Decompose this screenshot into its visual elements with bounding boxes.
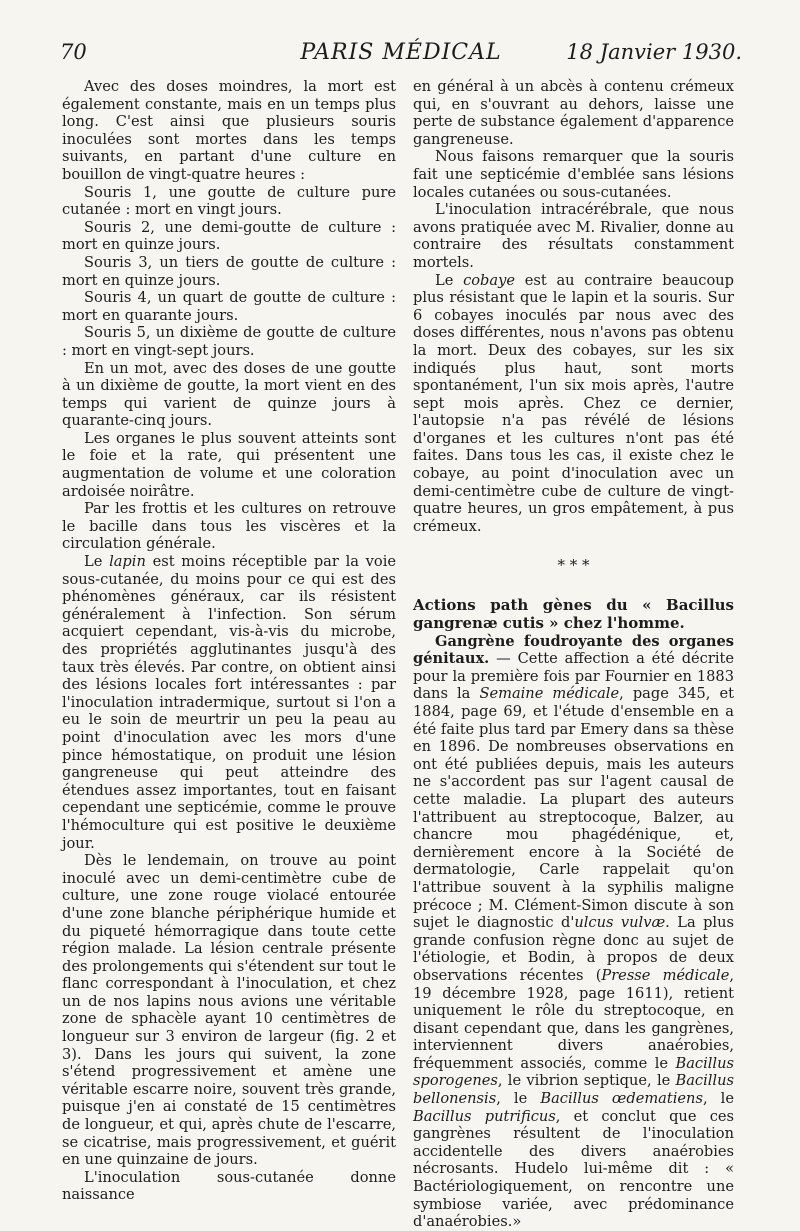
italic-term: Bacillus sporogenes	[413, 1054, 734, 1090]
text-run: , 19 décembre 1928, page 1611), retient uniquement le rôle du streptocoque, en disant cependant que, dans les gangrènes, interviennent divers anaérobies, fréquemment associés, comme le	[413, 966, 734, 1072]
text-run: , et conclut que ces gangrènes résultent de l'inoculation accidentelle des divers anaérobies nécrosants. Hudelo lui-même dit : « Bactériologiquement, on rencontre une symbiose variée, avec prédominance d'anaérobies.»	[413, 1107, 734, 1231]
section-title: Actions path gènes du « Bacillus gangrenæ cutis » chez l'homme.	[413, 596, 734, 633]
paragraph: Souris 4, un quart de goutte de culture : mort en quarante jours.	[62, 289, 396, 324]
paragraph: Les organes le plus souvent atteints sont le foie et la rate, qui présentent une augmentation de volume et une coloration ardoisée noirâtre.	[62, 429, 396, 500]
page-number: 70	[60, 40, 87, 64]
paragraph: en général à un abcès à contenu crémeux qui, en s'ouvrant au dehors, laisse une perte de substance également d'apparence gangreneuse.	[413, 78, 734, 148]
text-run: , page 345, et 1884, page 69, et l'étude d'ensemble en a été faite plus tard par Emery dans sa thèse en 1896. De nombreuses observations en ont été publiées depuis, mais les auteurs ne s'accordent pas sur l'agent causal de cette maladie. La plupart des auteurs l'attribuent au streptocoque, Balzer, au chancre mou phagédénique, et, dernièrement encore à la Société de dermatologie, Carle rappelait qu'on l'attribue souvent à la syphilis maligne précoce ; M. Clément-Simon discute à son sujet le diagnostic d'	[413, 685, 734, 932]
paragraph: Souris 2, une demi-goutte de culture : mort en quinze jours.	[62, 218, 396, 254]
paragraph: Souris 3, un tiers de goutte de culture : mort en quinze jours.	[62, 253, 396, 289]
paragraph: L'inoculation sous-cutanée donne naissance	[62, 1168, 396, 1204]
italic-term: lapin	[109, 553, 146, 571]
paragraph: Avec des doses moindres, la mort est également constante, mais en un temps plus long. C'est ainsi que plusieurs souris inoculées sont mortes dans les temps suivants, en partant d'une culture en bouillon de vingt-quatre heures :	[62, 78, 396, 183]
section-separator-stars: * * *	[557, 556, 590, 575]
italic-term: ulcus vulvæ	[574, 914, 666, 932]
paragraph: Souris 1, une goutte de culture pure cutanée : mort en vingt jours.	[62, 183, 396, 219]
text-run: Le	[435, 271, 464, 289]
right-column	[413, 78, 734, 1231]
journal-title: PARIS MÉDICAL	[300, 40, 502, 65]
italic-term: Bacillus œdematiens	[540, 1090, 703, 1108]
text-run: Le	[84, 553, 110, 571]
paragraph: En un mot, avec des doses de une goutte à un dixième de goutte, la mort vient en des temps qui varient de quinze jours à quarante-cinq jours.	[62, 359, 396, 430]
paragraph: Dès le lendemain, on trouve au point inoculé avec un demi-centimètre cube de culture, une zone rouge violacé entourée d'une zone blanche périphérique humide et du piqueté hémorragique dans toute cette région malade. La lésion centrale présente des prolongements qui s'étendent sur tout le flanc correspondant à l'inoculation, et chez un de nos lapins nous avions une véritable zone de sphacèle ayant 10 centimètres de longueur sur 3 environ de largeur (fig. 2 et 3). Dans les jours qui suivent, la zone s'étend progressivement et amène une véritable escarre noire, souvent très grande, puisque j'en ai constaté de 15 centimètres de longueur, et qui, après chute de l'escarre, se cicatrise, mais progressivement, et guérit en une quinzaine de jours.	[62, 852, 396, 1169]
text-run: — Cette affection a été décrite pour la première fois par Fournier en 1883 dans la	[413, 650, 734, 703]
italic-term: Bacillus putrificus	[413, 1107, 556, 1125]
subsection-title: Gangrène foudroyante des organes génitaux.	[413, 632, 734, 668]
paragraph: Par les frottis et les cultures on retrouve le bacille dans tous les viscères et la circulation générale.	[62, 500, 396, 553]
paragraph: Souris 5, un dixième de goutte de culture : mort en vingt-sept jours.	[62, 324, 396, 359]
text-run: , le	[496, 1090, 541, 1108]
paragraph	[62, 553, 396, 852]
text-run: , le	[702, 1090, 734, 1108]
page-header	[60, 40, 742, 70]
issue-date: 18 Janvier 1930.	[566, 40, 742, 64]
text-run: . La plus grande confusion règne donc au sujet de l'étiologie, et Bodin, à propos de deux observations récentes (	[413, 914, 734, 984]
paragraph: L'inoculation intracérébrale, que nous avons pratiquée avec M. Rivalier, donne au contraire des résultats constamment mortels.	[413, 201, 734, 271]
text-run: , le vibrion septique, le	[497, 1072, 676, 1090]
paragraph: Nous faisons remarquer que la souris fait une septicémie d'emblée sans lésions locales cutanées ou sous-cutanées.	[413, 148, 734, 201]
text-run: est au contraire beaucoup plus résistant que le lapin et la souris. Sur 6 cobayes inoculés par nous avec des doses différentes, nous n'avons pas obtenu la mort. Deux des cobayes, sur les six indiqués plus haut, sont morts spontanément, l'un six mois après, l'autre sept mois après. Chez ce dernier, l'autopsie n'a pas révélé de lésions d'organes et les cultures n'ont pas été faites. Dans tous les cas, il existe chez le cobaye, au point d'inoculation avec un demi-centimètre cube de culture de vingt-quatre heures, un gros empâtement, à pus crémeux.	[413, 271, 734, 535]
italic-term: Presse médicale	[601, 966, 730, 984]
left-column	[62, 78, 396, 1204]
text-run: est moins réceptible par la voie sous-cutanée, du moins pour ce qui est des phénomènes généraux, car ils résistent généralement à l'infection. Son sérum acquiert cependant, vis-à-vis du microbe, des propriétés agglutinantes jusqu'à des taux très élevés. Par contre, on obtient ainsi des lésions locales fort intéressantes : par l'inoculation intradermique, surtout si l'on a eu le soin de meurtrir un peu la peau au point d'inoculation avec les mors d'une pince hémostatique, on produit une lésion gangreneuse qui peut atteindre des étendues assez importantes, tout en faisant cependant une septicémie, comme le prouve l'hémoculture qui est positive le deuxième jour.	[62, 553, 397, 852]
paragraph	[413, 633, 734, 1231]
italic-term: Bacillus bellonensis	[413, 1072, 734, 1108]
italic-term: Semaine médicale	[479, 685, 620, 703]
paragraph	[413, 272, 734, 536]
italic-term: cobaye	[463, 271, 515, 289]
